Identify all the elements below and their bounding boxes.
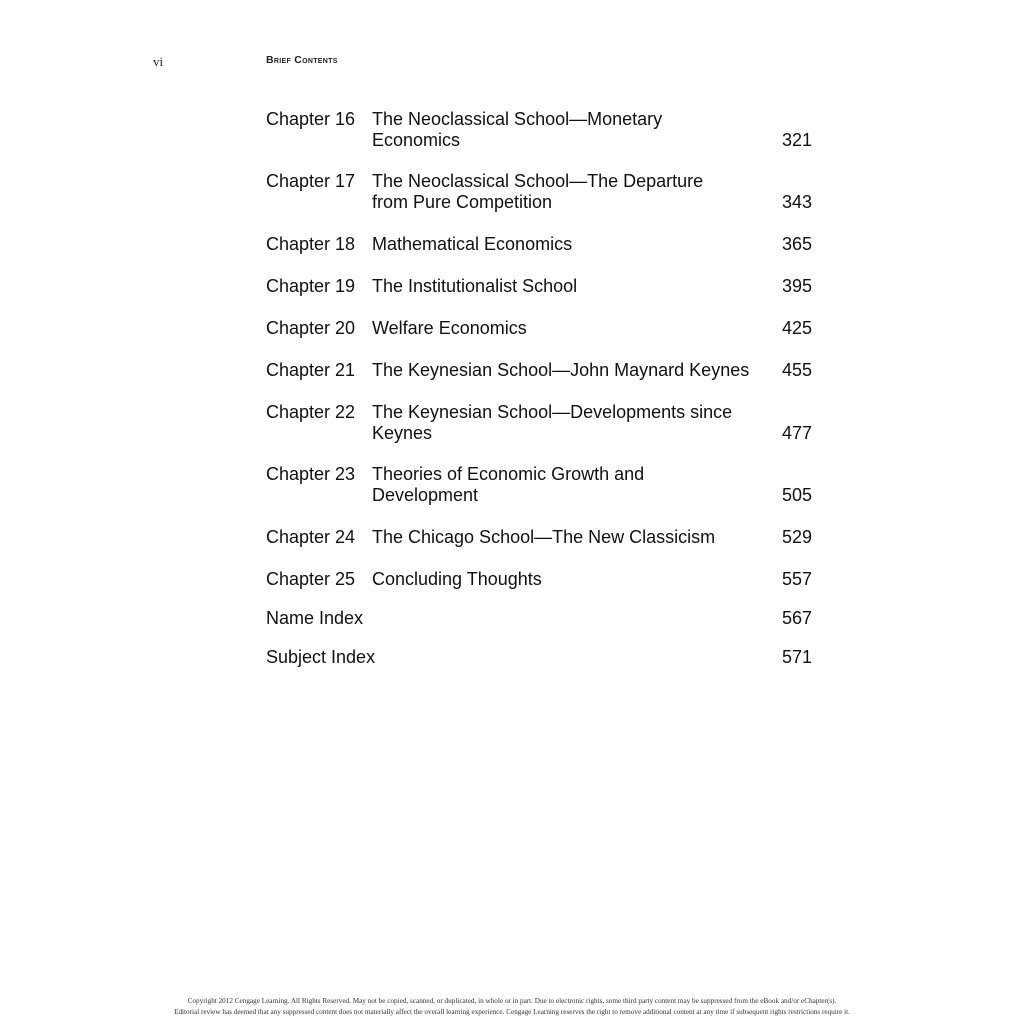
running-title: Brief Contents — [266, 54, 338, 66]
chapter-page-number: 477 — [781, 423, 812, 443]
copyright-footer — [0, 996, 1024, 1018]
chapter-title: The Keynesian School—Developments since — [372, 402, 733, 422]
chapter-label: Chapter 25 — [266, 569, 356, 589]
chapter-title: The Chicago School—The New Classicism — [372, 527, 716, 547]
chapter-page-number: 455 — [781, 360, 812, 380]
chapter-page-number: 505 — [781, 485, 812, 505]
chapter-label: Chapter 16 — [266, 109, 356, 129]
chapter-page-number: 321 — [781, 130, 812, 150]
chapter-title: The Neoclassical School—The Departure — [372, 171, 704, 191]
index-title: Name Index — [266, 608, 364, 628]
chapter-title: Theories of Economic Growth and — [372, 464, 645, 484]
chapter-label: Chapter 18 — [266, 234, 356, 254]
chapter-title: The Neoclassical School—Monetary — [372, 109, 663, 129]
chapter-label: Chapter 21 — [266, 360, 356, 380]
copyright-line-1: Copyright 2012 Cengage Learning. All Rights Reserved. May not be copied, scanned, or duplicated, in whole or in part. Due to electronic rights, some third party content may be suppressed from the eBook and/or eChapter(s). — [187, 997, 837, 1005]
chapter-page-number: 529 — [781, 527, 812, 547]
chapter-page-number: 557 — [781, 569, 812, 589]
copyright-line-2: Editorial review has deemed that any suppressed content does not materially affect the overall learning experience. Cengage Learning reserves the right to remove additional content at any time if subsequent rights restrictions require it. — [174, 1008, 850, 1016]
chapter-title: Concluding Thoughts — [372, 569, 542, 589]
chapter-title-continued: Economics — [372, 130, 461, 150]
index-page-number: 567 — [781, 608, 812, 628]
chapter-page-number: 395 — [781, 276, 812, 296]
chapter-title-continued: Keynes — [372, 423, 433, 443]
index-page-number: 571 — [781, 647, 812, 667]
chapter-label: Chapter 23 — [266, 464, 356, 484]
chapter-title: The Keynesian School—John Maynard Keynes — [372, 360, 750, 380]
running-head — [0, 54, 1024, 70]
chapter-label: Chapter 22 — [266, 402, 356, 422]
chapter-title-continued: Development — [372, 485, 479, 505]
chapter-page-number: 365 — [781, 234, 812, 254]
chapter-label: Chapter 20 — [266, 318, 356, 338]
chapter-label: Chapter 17 — [266, 171, 356, 191]
index-title: Subject Index — [266, 647, 376, 667]
chapter-label: Chapter 19 — [266, 276, 356, 296]
chapter-title: Mathematical Economics — [372, 234, 573, 254]
chapter-title-continued: from Pure Competition — [372, 192, 553, 212]
chapter-title: Welfare Economics — [372, 318, 527, 338]
chapter-title: The Institutionalist School — [372, 276, 578, 296]
page-number: vi — [153, 54, 164, 69]
chapter-label: Chapter 24 — [266, 527, 356, 547]
chapter-page-number: 343 — [781, 192, 812, 212]
chapter-page-number: 425 — [781, 318, 812, 338]
